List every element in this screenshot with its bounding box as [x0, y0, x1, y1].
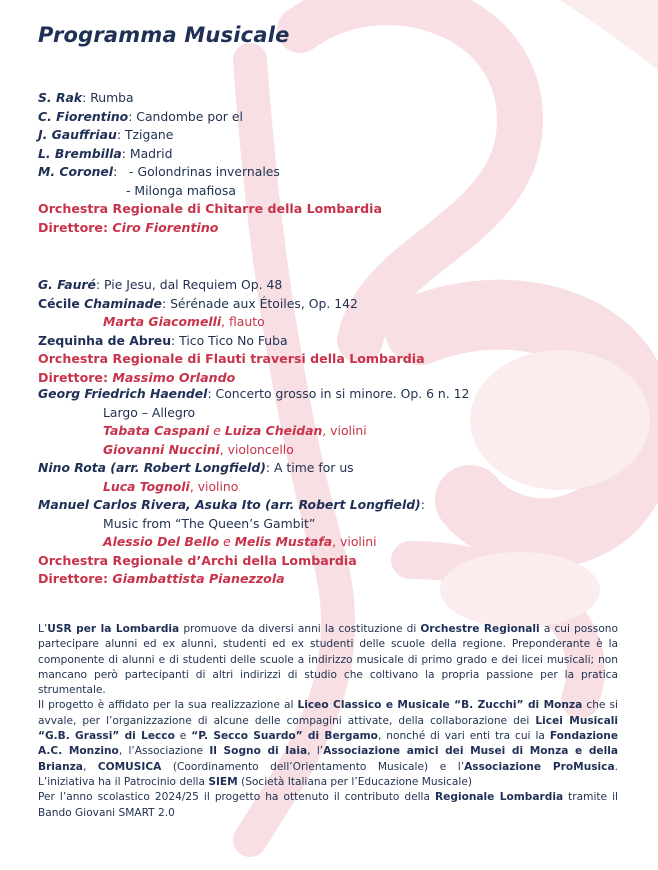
composer-first-name: Cécile [38, 295, 85, 311]
text: che si avvale, per l’organizzazione di alcune delle compagini attivate, della collaborazione dei [38, 699, 618, 727]
work-title-extra: - Milonga mafiosa [126, 182, 236, 198]
program-item [38, 145, 638, 164]
conjunction: e [209, 423, 225, 438]
text-bold: Il Sogno di Iaia [209, 745, 308, 758]
work-title: Music from “The Queen’s Gambit” [103, 515, 316, 531]
work-title: : [420, 497, 425, 512]
text: Per l’anno scolastico 2024/25 il progetto ha ottenuto il contributo della [38, 791, 436, 804]
work-title: : Madrid [121, 145, 173, 161]
director-name: Giambattista Pianezzola [112, 571, 285, 586]
text: e [174, 730, 192, 743]
page-title: Programma Musicale [38, 23, 290, 47]
text: L’ [38, 623, 48, 635]
soloist-line [38, 478, 638, 497]
director-label: Direttore [38, 369, 103, 385]
text-bold: “P. Secco Suardo” di Bergamo [191, 730, 378, 743]
program-item [38, 295, 638, 314]
text-bold: Associazione amici dei Musei di Monza e della Brianza [38, 745, 619, 773]
work-title: : A time for us [265, 460, 354, 475]
project-description [38, 622, 618, 821]
orchestra-name: Orchestra Regionale d’Archi della Lombardia [38, 552, 357, 568]
work-title: : Concerto grosso in si minore. Op. 6 n. 12 [207, 386, 470, 401]
composer: Zequinha de Abreu [38, 332, 172, 348]
text: tramite il Bando Giovani SMART 2.0 [38, 791, 618, 819]
text: , [82, 760, 98, 773]
text: a cui possono partecipare alunni ed ex alunni, studenti ed ex studenti delle scuole della regione. Preponderante è la componente di alunni e di studenti delle scuole a indirizzo musicale di primo grado e dei licei musicali; non mancano però partecipanti di altri indirizzi di studio che coltivano la propria passione per la pratica strumentale. [38, 623, 618, 697]
soloist-name: Marta Giacomelli [103, 314, 222, 329]
text: , l’ [307, 745, 324, 758]
soloist-instrument: , flauto [221, 314, 265, 329]
composer: L. Brembilla [38, 145, 122, 161]
composer: Manuel Carlos Rivera, Asuka Ito (arr. Robert Longfield) [38, 497, 421, 512]
soloist-line [38, 441, 638, 460]
soloist-line [38, 422, 638, 441]
director-line [38, 570, 638, 589]
program-item [38, 108, 638, 127]
director-separator: : [102, 369, 113, 385]
program-item [38, 459, 638, 478]
text-bold: Orchestre Regionali [420, 623, 540, 635]
program-item [38, 89, 638, 108]
soloist-instrument: , violini [322, 423, 367, 438]
soloist-line [38, 313, 638, 332]
work-title: : Tico Tico No Fuba [171, 332, 288, 348]
description-paragraph [38, 698, 618, 790]
description-paragraph [38, 790, 618, 821]
composer: Nino Rota (arr. Robert Longfield) [38, 460, 266, 475]
orchestra-name: Orchestra Regionale di Flauti traversi della Lombardia [38, 351, 425, 366]
composer: J. Gauffriau [38, 127, 117, 142]
soloist-name: Luca Tognoli [103, 478, 190, 494]
text-bold: Fondazione A.C. Monzino [38, 730, 619, 758]
composer: M. Coronel [38, 164, 114, 179]
work-title: : Sérénade aux Étoiles, Op. 142 [161, 295, 358, 311]
program-section-flutes [38, 276, 638, 387]
orchestra-name: Orchestra Regionale di Chitarre della Lombardia [38, 201, 382, 216]
text-bold: Associazione ProMusica [464, 760, 615, 773]
composer: Georg Friedrich Haendel [38, 386, 208, 401]
text: Il progetto è affidato per la sua realizzazione al [38, 699, 298, 712]
program-item [38, 332, 638, 351]
director-name: Massimo Orlando [112, 369, 236, 385]
text-bold: Licei Musicali “G.B. Grassi” di Lecco [38, 714, 618, 743]
director-label: Direttore: [38, 571, 109, 586]
soloist-instrument: , violoncello [219, 441, 294, 457]
composer: C. Fiorentino [38, 108, 129, 124]
text: (Coordinamento dell’Orientamento Musicale) e l’ [161, 760, 465, 773]
soloist-instrument: , violini [332, 534, 377, 549]
soloist-instrument: , violino [189, 478, 239, 494]
program-section-strings [38, 385, 638, 589]
program-item [38, 496, 638, 515]
soloist-name: Tabata Caspani [103, 423, 210, 438]
text-bold: Liceo Classico e Musicale “B. Zucchi” di Monza [297, 699, 583, 712]
text-bold: COMUSICA [97, 760, 162, 773]
soloist-name: Luiza Cheidan [224, 423, 323, 438]
work-title: : Candombe por el [128, 108, 243, 124]
program-item [38, 163, 638, 182]
text-bold: Regionale Lombardia [435, 791, 564, 804]
soloist-name: Alessio Del Bello [103, 534, 220, 549]
program-item [38, 276, 638, 295]
conjunction: e [219, 534, 235, 549]
text: promuove da diversi anni la costituzione di [179, 623, 421, 635]
director-line [38, 219, 638, 238]
text: . L’iniziativa ha il Patrocinio della [38, 760, 618, 788]
soloist-line [38, 533, 638, 552]
soloist-name: Melis Mustafa [234, 534, 333, 549]
program-item [38, 126, 638, 145]
work-title: : Pie Jesu, dal Requiem Op. 48 [95, 277, 283, 292]
director-name: Ciro Fiorentino [112, 219, 219, 235]
text: , l’Associazione [118, 745, 210, 758]
composer: S. Rak [38, 90, 83, 105]
text-bold: USR per la Lombardia [47, 623, 180, 635]
text: , nonché di vari enti tra cui la [377, 730, 550, 743]
movement: Largo – Allegro [103, 404, 196, 420]
director-label: Direttore: [38, 219, 109, 235]
work-title: : Rumba [82, 90, 134, 105]
description-paragraph [38, 622, 618, 698]
text: (Società Italiana per l’Educazione Musicale) [237, 775, 472, 788]
soloist-name: Giovanni Nuccini [103, 441, 220, 457]
work-title: : - Golondrinas invernales [113, 164, 280, 179]
program-section-guitars [38, 89, 638, 237]
program-item [38, 385, 638, 404]
text-bold: SIEM [208, 775, 238, 788]
composer: Chaminade [84, 295, 162, 311]
composer: G. Fauré [38, 277, 96, 292]
work-title: : Tzigane [116, 127, 174, 142]
